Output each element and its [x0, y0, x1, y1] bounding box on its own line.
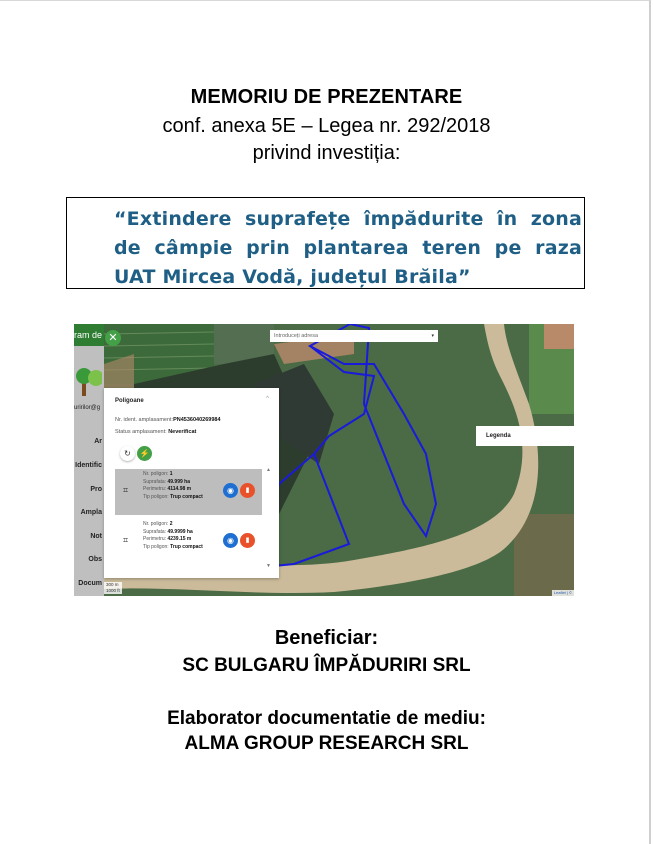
polygon-icon: ⌗	[123, 485, 129, 495]
delete-polygon-button[interactable]	[240, 483, 255, 498]
close-icon: ✕	[108, 332, 118, 344]
address-search-input[interactable]	[270, 330, 438, 342]
trash-icon: ▮	[245, 537, 250, 544]
refresh-icon: ↻	[124, 449, 131, 458]
elaborator-name: ALMA GROUP RESEARCH SRL	[184, 733, 469, 754]
scroll-up-icon[interactable]: ▲	[266, 467, 271, 473]
polygons-panel	[104, 388, 279, 578]
project-title: “Extindere suprafețe împădurite în zona de câmpie prin plantarea teren pe raza UAT Mircea Vodă, județul Brăila”	[114, 208, 582, 288]
legal-reference: conf. anexa 5E – Legea nr. 292/2018	[162, 115, 491, 137]
close-button[interactable]	[105, 330, 121, 346]
sidebar-label: Identific	[75, 462, 102, 469]
view-polygon-button[interactable]	[223, 533, 238, 548]
app-sidebar	[74, 324, 104, 596]
sidebar-label: Ar	[94, 438, 102, 445]
view-polygon-button[interactable]	[223, 483, 238, 498]
dropdown-icon[interactable]: ▾	[431, 333, 434, 339]
site-status: Status amplasament: Neverificat	[115, 429, 197, 435]
polygon-info: Nr. poligon: 2 Suprafata: 49.9999 ha Perimetru: 4239.15 m Tip poligon: Trup compact	[143, 521, 203, 550]
delete-polygon-button[interactable]	[240, 533, 255, 548]
panel-title: Poligoane	[115, 398, 144, 404]
map-scale: 300 m 1000 ft	[106, 582, 120, 593]
bolt-icon: ⚡	[139, 449, 150, 458]
collapse-icon[interactable]: ^	[266, 396, 269, 402]
tree-logo-icon	[76, 358, 102, 398]
elaborator-label: Elaborator documentatie de mediu:	[167, 708, 486, 729]
polygon-card[interactable]	[115, 519, 262, 565]
sidebar-label: Obs	[88, 556, 102, 563]
beneficiary-name: SC BULGARU ÎMPĂDURIRI SRL	[182, 655, 471, 676]
sidebar-label: Not	[90, 533, 102, 540]
sidebar-header: ram de	[74, 324, 104, 346]
map-attribution[interactable]: Leaflet | ©	[553, 590, 572, 595]
legend-label: Legenda	[486, 433, 511, 439]
map-screenshot	[74, 324, 574, 596]
project-title-box	[66, 197, 585, 289]
scroll-down-icon[interactable]: ▼	[266, 563, 271, 569]
document-title: MEMORIU DE PREZENTARE	[190, 86, 463, 108]
polygon-icon: ⌗	[123, 535, 129, 545]
eye-icon: ◉	[227, 536, 234, 545]
polygon-card[interactable]	[115, 469, 262, 515]
search-placeholder: Introduceți adresa	[274, 333, 319, 339]
site-id: Nr. ident. amplasament:PN4536040269984	[115, 417, 221, 423]
eye-icon: ◉	[227, 486, 234, 495]
investment-intro: privind investiția:	[252, 142, 401, 164]
polygon-info: Nr. poligon: 1 Suprafata: 49.999 ha Perimetru: 4114.98 m Tip poligon: Trup compact	[143, 471, 203, 500]
trash-icon: ▮	[245, 487, 250, 494]
legend-panel[interactable]	[476, 426, 574, 446]
sidebar-label: Pro	[90, 486, 102, 493]
sidebar-label: Ampla	[80, 509, 102, 516]
refresh-button[interactable]	[120, 446, 135, 461]
sidebar-email: uririlor@g	[74, 405, 101, 411]
action-button[interactable]	[137, 446, 152, 461]
sidebar-label: Docum	[78, 580, 102, 587]
beneficiary-label: Beneficiar:	[274, 627, 379, 649]
